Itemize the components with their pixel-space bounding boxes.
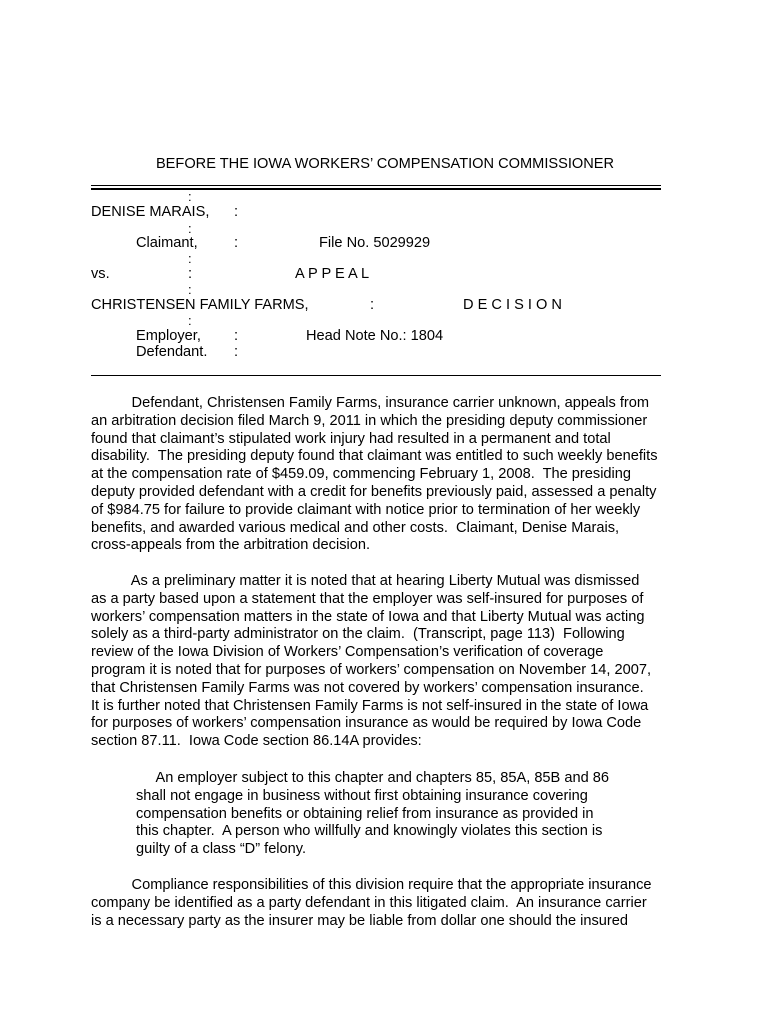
text-line: guilty of a class “D” felony. [136,841,307,858]
caption-rule-bottom [91,375,661,376]
text-line: An employer subject to this chapter and chapters 85, 85A, 85B and 86 [136,770,609,786]
text-line: that Christensen Family Farms was not covered by workers’ compensation insurance. [91,679,644,696]
head-note: Head Note No.: 1804 [306,328,444,344]
text-line: cross-appeals from the arbitration decision. [91,537,371,554]
text-line: of $984.75 for failure to provide claimant with notice prior to termination of her weekly [91,501,641,518]
text-line: review of the Iowa Division of Workers’ Compensation’s verification of coverage [91,644,604,661]
text-line: is a necessary party as the insurer may be liable from dollar one should the insured [91,912,629,929]
caption-colon: : [188,189,192,204]
appeal-heading: A P P E A L [295,266,370,282]
text-line: this chapter. A person who willfully and knowingly violates this section is [136,823,603,840]
paragraph-preliminary-matter [91,573,681,751]
caption-colon: : [188,221,192,236]
caption-colon: : [234,235,239,251]
paragraph-appeal-summary [91,395,681,555]
text-line: an arbitration decision filed March 9, 2011 in which the presiding deputy commissioner [91,412,648,429]
text-line: workers’ compensation matters in the state of Iowa and that Liberty Mutual was acting [91,608,645,625]
block-quote-statute [136,770,656,859]
caption-colon: : [234,344,239,360]
text-line: benefits, and awarded various medical and other costs. Claimant, Denise Marais, [91,519,620,536]
claimant-label: Claimant, [136,235,198,251]
text-line: Compliance responsibilities of this division require that the appropriate insurance [91,877,652,893]
text-line: deputy provided defendant with a credit for benefits previously paid, assessed a penalty [91,483,657,500]
text-line: As a preliminary matter it is noted that at hearing Liberty Mutual was dismissed [91,573,640,589]
file-number: File No. 5029929 [319,235,431,251]
claimant-name: DENISE MARAIS, [91,204,210,220]
caption-colon: : [188,282,192,297]
paragraph-compliance [91,877,681,930]
caption-rule-top [91,185,661,186]
caption-colon: : [188,251,192,266]
text-line: as a party based upon a statement that the employer was self-insured for purposes of [91,590,644,607]
decision-heading: D E C I S I O N [463,297,562,313]
text-line: found that claimant’s stipulated work injury had resulted in a permanent and total [91,430,611,447]
text-line: shall not engage in business without first obtaining insurance covering [136,787,588,804]
text-line: at the compensation rate of $459.09, commencing February 1, 2008. The presiding [91,466,632,483]
defendant-name: CHRISTENSEN FAMILY FARMS, [91,297,309,313]
caption-colon: : [234,328,239,344]
defendant-label: Defendant. [136,344,208,360]
text-line: company be identified as a party defendant in this litigated claim. An insurance carrier [91,894,647,911]
caption-colon: : [370,297,375,313]
caption-colon: : [234,204,239,220]
text-line: It is further noted that Christensen Family Farms is not self-insured in the state of Iowa [91,697,649,714]
text-line: program it is noted that for purposes of workers’ compensation on November 14, 2007, [91,661,651,678]
text-line: compensation benefits or obtaining relief from insurance as provided in [136,805,594,822]
text-line: disability. The presiding deputy found that claimant was entitled to such weekly benefits [91,448,658,465]
caption-colon: : [188,266,193,282]
text-line: section 87.11. Iowa Code section 86.14A provides: [91,733,422,750]
caption-rule-top-double [91,188,661,190]
text-line: Defendant, Christensen Family Farms, insurance carrier unknown, appeals from [91,395,650,411]
page-title: BEFORE THE IOWA WORKERS’ COMPENSATION COMMISSIONER [155,156,615,172]
caption-colon: : [188,313,192,328]
text-line: solely as a third-party administrator on the claim. (Transcript, page 113) Following [91,626,625,643]
text-line: for purposes of workers’ compensation insurance as would be required by Iowa Code [91,715,642,732]
versus-label: vs. [91,266,110,282]
employer-label: Employer, [136,328,201,344]
